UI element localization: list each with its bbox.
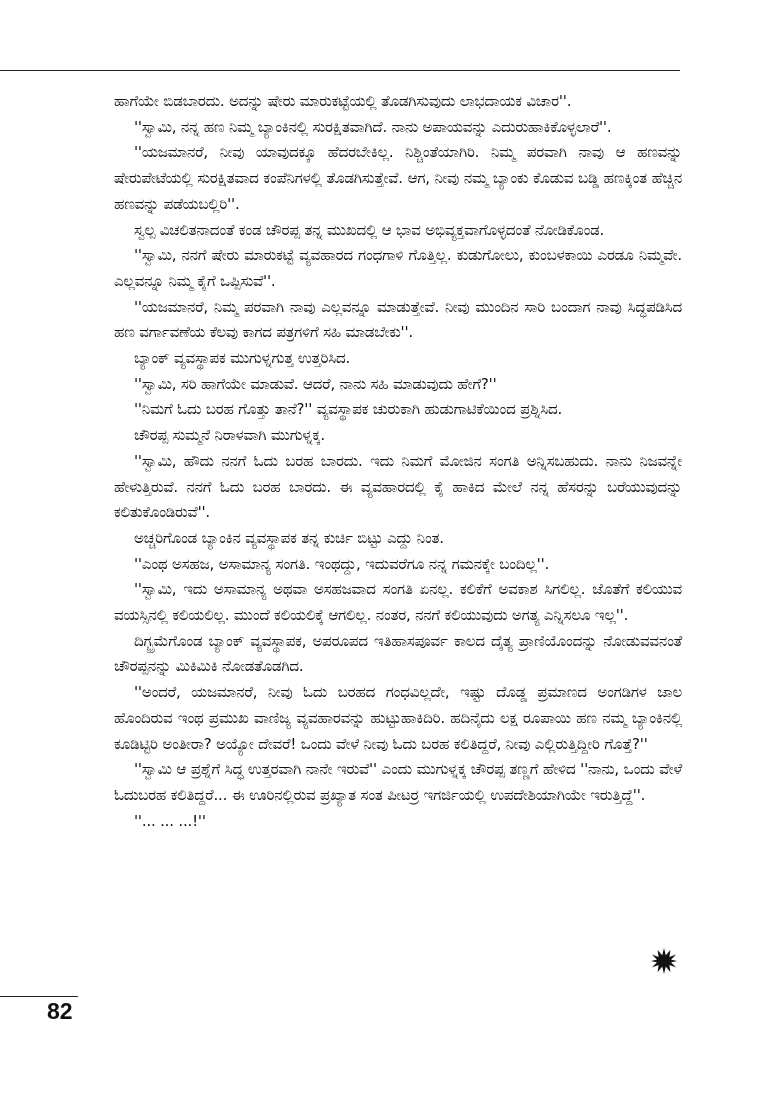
paragraph: ಬ್ಯಾಂಕ್ ವ್ಯವಸ್ಥಾಪಕ ಮುಗುಳ್ನಗುತ್ತ ಉತ್ತರಿಸಿದ. xyxy=(134,349,351,368)
paragraph: ''ಅಂದರೆ, ಯಜಮಾನರೆ, ನೀವು ಓದು ಬರಹದ ಗಂಧವಿಲ್ಲದೇ, ಇಷ್ಟು ದೊಡ್ಡ ಪ್ರಮಾಣದ ಅಂಗಡಿಗಳ ಜಾಲ ಹೊಂದಿರುವ ಇಂಥ ಪ್ರಮುಖ ವಾಣಿಜ್ಯ ವ್ಯವಹಾರವನ್ನು ಹುಟ್ಟುಹಾಕಿದಿರಿ. ಹದಿನೈದು ಲಕ್ಷ ರೂಪಾಯಿ ಹಣ ನಮ್ಮ ಬ್ಯಾಂಕಿನಲ್ಲಿ ಕೂಡಿಟ್ಟಿರಿ ಅಂತೀರಾ? ಅಯ್ಯೋ ದೇವರೆ! ಒಂದು ವೇಳೆ ನೀವು ಓದು ಬರಹ ಕಲಿತಿದ್ದರೆ, ನೀವು ಎಲ್ಲಿರುತ್ತಿದ್ದೀರಿ ಗೊತ್ತೆ?'' xyxy=(114,683,682,753)
paragraph: ಹಾಗೆಯೇ ಬಿಡಬಾರದು. ಅದನ್ನು ಷೇರು ಮಾರುಕಟ್ಟೆಯಲ್ಲಿ ತೊಡಗಿಸುವುದು ಲಾಭದಾಯಕ ವಿಚಾರ''. xyxy=(114,92,572,110)
paragraph: ''... ... ...!'' xyxy=(134,811,206,830)
body-text xyxy=(114,89,682,834)
paragraph: ದಿಗ್ಭ್ರಮೆಗೊಂಡ ಬ್ಯಾಂಕ್ ವ್ಯವಸ್ಥಾಪಕ, ಅಪರೂಪದ ಇತಿಹಾಸಪೂರ್ವ ಕಾಲದ ದೈತ್ಯ ಪ್ರಾಣಿಯೊಂದನ್ನು ನೋಡುವವನಂತೆ ಚೌರಪ್ಪನನ್ನು ಮಿಕಿಮಿಕಿ ನೋಡತೊಡಗಿದ. xyxy=(114,631,682,676)
paragraph: ''ಎಂಥ ಅಸಹಜ, ಅಸಾಮಾನ್ಯ ಸಂಗತಿ. ಇಂಥದ್ದು, ಇದುವರೆಗೂ ನನ್ನ ಗಮನಕ್ಕೇ ಬಂದಿಲ್ಲ''. xyxy=(134,554,550,573)
header-rule xyxy=(0,70,680,71)
star-burst-icon xyxy=(651,948,677,974)
paragraph: ''ಸ್ವಾಮಿ, ನನಗೆ ಷೇರು ಮಾರುಕಟ್ಟೆ ವ್ಯವಹಾರದ ಗಂಧಗಾಳಿ ಗೊತ್ತಿಲ್ಲ. ಕುಡುಗೋಲು, ಕುಂಬಳಕಾಯಿ ಎರಡೂ ನಿಮ್ಮವೇ. ಎಲ್ಲವನ್ನೂ ನಿಮ್ಮ ಕೈಗೆ ಒಪ್ಪಿಸುವೆ''. xyxy=(114,246,682,290)
paragraph: ಚೌರಪ್ಪ ಸುಮ್ಮನೆ ನಿರಾಳವಾಗಿ ಮುಗುಳ್ನಕ್ಕ. xyxy=(134,426,325,445)
paragraph: ''ಸ್ವಾಮಿ, ಹೌದು ನನಗೆ ಓದು ಬರಹ ಬಾರದು. ಇದು ನಿಮಗೆ ಮೋಜಿನ ಸಂಗತಿ ಅನ್ನಿಸಬಹುದು. ನಾನು ನಿಜವನ್ನೇ ಹೇಳುತ್ತಿರುವೆ. ನನಗೆ ಓದು ಬರಹ ಬಾರದು. ಈ ವ್ಯವಹಾರದಲ್ಲಿ ಕೈ ಹಾಕಿದ ಮೇಲೆ ನನ್ನ ಹೆಸರನ್ನು ಬರೆಯುವುದನ್ನು ಕಲಿತುಕೊಂಡಿರುವೆ''. xyxy=(114,451,682,522)
paragraph: ಅಚ್ಚರಿಗೊಂಡ ಬ್ಯಾಂಕಿನ ವ್ಯವಸ್ಥಾಪಕ ತನ್ನ ಕುರ್ಚಿ ಬಿಟ್ಟು ಎದ್ದು ನಿಂತ. xyxy=(134,528,444,547)
paragraph: ''ಸ್ವಾಮಿ, ಸರಿ ಹಾಗೆಯೇ ಮಾಡುವೆ. ಆದರೆ, ನಾನು ಸಹಿ ಮಾಡುವುದು ಹೇಗೆ?'' xyxy=(134,374,497,393)
paragraph: ಸ್ವಲ್ಪ ವಿಚಲಿತನಾದಂತೆ ಕಂಡ ಚೌರಪ್ಪ ತನ್ನ ಮುಖದಲ್ಲಿ ಆ ಭಾವ ಅಭಿವ್ಯಕ್ತವಾಗೊಳ್ಳದಂತೆ ನೋಡಿಕೊಂಡ. xyxy=(134,220,605,239)
page-number: 82 xyxy=(47,998,73,1024)
paragraph: ''ಯಜಮಾನರೆ, ನಿಮ್ಮ ಪರವಾಗಿ ನಾವು ಎಲ್ಲವನ್ನೂ ಮಾಡುತ್ತೇವೆ. ನೀವು ಮುಂದಿನ ಸಾರಿ ಬಂದಾಗ ನಾವು ಸಿದ್ಧಪಡಿಸಿದ ಹಣ ವರ್ಗಾವಣೆಯ ಕೆಲವು ಕಾಗದ ಪತ್ರಗಳಿಗೆ ಸಹಿ ಮಾಡಬೇಕು''. xyxy=(114,297,682,342)
paragraph: ''ಸ್ವಾಮಿ, ಇದು ಅಸಾಮಾನ್ಯ ಅಥವಾ ಅಸಹಜವಾದ ಸಂಗತಿ ಏನಲ್ಲ. ಕಲಿಕೆಗೆ ಅವಕಾಶ ಸಿಗಲಿಲ್ಲ. ಜೊತೆಗೆ ಕಲಿಯುವ ವಯಸ್ಸಿನಲ್ಲಿ ಕಲಿಯಲಿಲ್ಲ. ಮುಂದೆ ಕಲಿಯಲಿಕ್ಕೆ ಆಗಲಿಲ್ಲ. ನಂತರ, ನನಗೆ ಕಲಿಯುವುದು ಅಗತ್ಯ ಎನ್ನಿಸಲೂ ಇಲ್ಲ''. xyxy=(114,580,682,625)
paragraph: ''ಸ್ವಾಮಿ ಆ ಪ್ರಶ್ನೆಗೆ ಸಿದ್ಧ ಉತ್ತರವಾಗಿ ನಾನೇ ಇರುವೆ'' ಎಂದು ಮುಗುಳ್ನಕ್ಕ ಚೌರಪ್ಪ ತಣ್ಣಗೆ ಹೇಳಿದ ''ನಾನು, ಒಂದು ವೇಳೆ ಓದುಬರಹ ಕಲಿತಿದ್ದರೆ... ಈ ಊರಿನಲ್ಲಿರುವ ಪ್ರಖ್ಯಾತ ಸಂತ ಪೀಟರ್ರ ಇಗರ್ಜಿಯಲ್ಲಿ ಉಪದೇಶಿಯಾಗಿಯೇ ಇರುತ್ತಿದ್ದೆ''. xyxy=(114,760,682,804)
paragraph: ''ಯಜಮಾನರೆ, ನೀವು ಯಾವುದಕ್ಕೂ ಹೆದರಬೇಕಿಲ್ಲ. ನಿಶ್ಚಿಂತೆಯಾಗಿರಿ. ನಿಮ್ಮ ಪರವಾಗಿ ನಾವು ಆ ಹಣವನ್ನು ಷೇರುಪೇಟೆಯಲ್ಲಿ ಸುರಕ್ಷಿತವಾದ ಕಂಪೆನಿಗಳಲ್ಲಿ ತೊಡಗಿಸುತ್ತೇವೆ. ಆಗ, ನೀವು ನಮ್ಮ ಬ್ಯಾಂಕು ಕೊಡುವ ಬಡ್ಡಿ ಹಣಕ್ಕಿಂತ ಹೆಚ್ಚಿನ ಹಣವನ್ನು ಪಡೆಯಬಲ್ಲಿರಿ''. xyxy=(114,143,682,213)
paragraph: ''ನಿಮಗೆ ಓದು ಬರಹ ಗೊತ್ತು ತಾನೆ?'' ವ್ಯವಸ್ಥಾಪಕ ಚುರುಕಾಗಿ ಹುಡುಗಾಟಿಕೆಯಿಂದ ಪ್ರಶ್ನಿಸಿದ. xyxy=(134,400,563,419)
paragraph: ''ಸ್ವಾಮಿ, ನನ್ನ ಹಣ ನಿಮ್ಮ ಬ್ಯಾಂಕಿನಲ್ಲಿ ಸುರಕ್ಷಿತವಾಗಿದೆ. ನಾನು ಅಪಾಯವನ್ನು ಎದುರುಹಾಕಿಕೊಳ್ಳಲಾರೆ''. xyxy=(134,117,612,136)
